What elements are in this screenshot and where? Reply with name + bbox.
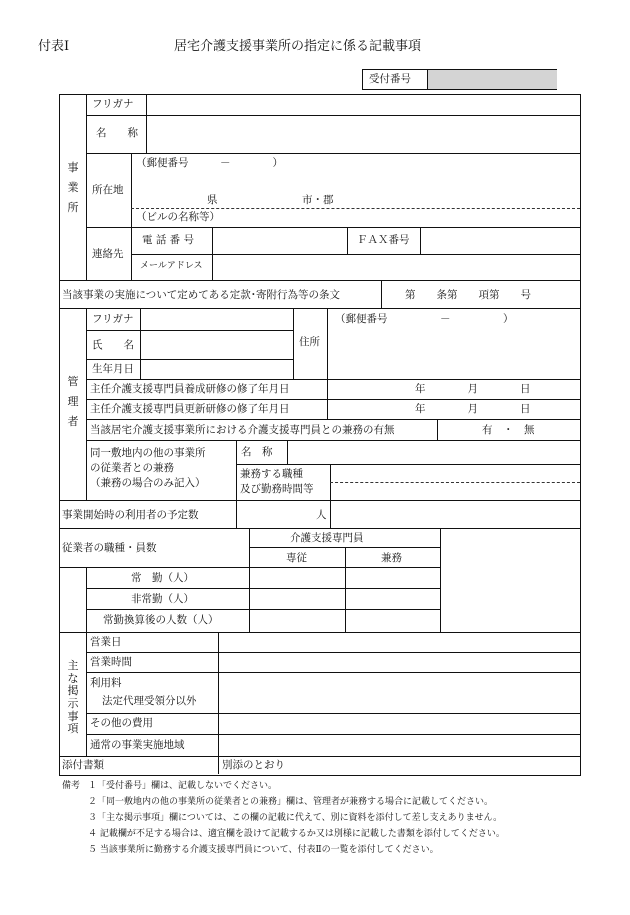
planned-users-input[interactable]	[238, 502, 318, 527]
note-4: ４ 記載欄が不足する場合は、適宜欄を設けて記載するか又は別様に記載した書類を添付してください。	[88, 829, 505, 839]
office-name-label: 名 称	[96, 127, 138, 139]
training-renewal-label: 主任介護支援専門員更新研修の修了年月日	[90, 403, 290, 415]
office-email-label: メールアドレス	[140, 261, 203, 271]
office-city: 市・郡	[302, 194, 334, 206]
note-2: ２「同一敷地内の他の事業所の従業者との兼務」欄は、管理者が兼務する場合に記載してください。	[88, 797, 494, 807]
office-address-label: 所在地	[92, 184, 124, 196]
notes-label: 備考	[62, 781, 81, 791]
office-contact-label: 連絡先	[92, 248, 124, 260]
manager-furigana-input[interactable]	[142, 310, 292, 329]
office-fax-label: ＦＡＸ番号	[357, 234, 410, 246]
office-tel-label: 電 話 番 号	[142, 234, 195, 246]
postings-days-label: 営業日	[90, 636, 122, 648]
articles-value: 第 条第 項第 号	[405, 289, 531, 301]
postings-days-input[interactable]	[220, 634, 578, 651]
other-office-concurrent-label: 同一敷地内の他の事業所 の従業者との兼務 （兼務の場合のみ記入）	[90, 447, 206, 490]
other-office-role-label: 兼務する職種 及び勤務時間等	[240, 468, 314, 496]
training-completion-label: 主任介護支援専門員養成研修の修了年月日	[90, 383, 290, 395]
staff-input-fulltime-full[interactable]	[251, 569, 343, 587]
postings-area-label: 通常の事業実施地域	[90, 739, 185, 751]
planned-users-unit: 人	[316, 509, 327, 521]
concurrent-duty-question: 当該居宅介護支援事業所における介護支援専門員との兼務の有無	[90, 424, 395, 436]
office-furigana-input[interactable]	[148, 96, 578, 114]
postings-fees-label: 利用料	[90, 677, 122, 689]
other-office-name-label: 名 称	[241, 446, 273, 458]
office-furigana-label: フリガナ	[92, 98, 134, 110]
postings-hours-label: 営業時間	[90, 656, 132, 668]
manager-name-input[interactable]	[142, 332, 292, 358]
articles-label: 当該事業の実施について定めてある定款･寄附行為等の条文	[62, 289, 341, 301]
office-email-input[interactable]	[214, 256, 578, 279]
manager-birth-input[interactable]	[142, 361, 292, 378]
staff-input-fulltime-concurrent[interactable]	[347, 569, 439, 587]
postings-fees-sub-label: 法定代理受領分以外	[102, 695, 197, 707]
note-5: ５ 当該事業所に勤務する介護支援専門員について、付表Ⅱの一覧を添付してください。	[88, 845, 439, 855]
manager-section-label: 管理者	[67, 375, 79, 428]
appendix-label: 付表Ⅰ	[38, 39, 70, 54]
postings-other-costs-label: その他の費用	[90, 717, 153, 729]
office-fax-input[interactable]	[422, 229, 578, 253]
attachments-label: 添付書類	[62, 759, 104, 771]
receipt-label: 受付番号	[369, 73, 411, 85]
staff-label: 従業者の職種・員数	[62, 542, 157, 554]
training-completion-date: 年 月 日	[415, 383, 531, 395]
attachments-value: 別添のとおり	[222, 759, 285, 771]
note-1: １「受付番号」欄は、記載しないでください。	[88, 781, 278, 791]
postings-section-label: 主な掲示事項	[67, 659, 79, 736]
office-section-label: 事業所	[67, 161, 79, 214]
manager-postal-code: （郵便番号 － ）	[335, 313, 514, 325]
manager-address-label: 住所	[299, 336, 320, 348]
note-3: ３「主な掲示事項」欄については、この欄の記載に代えて、別に資料を添付して差し支えありません。	[88, 813, 503, 823]
planned-users-label: 事業開始時の利用者の予定数	[62, 509, 199, 521]
manager-birth-label: 生年月日	[92, 363, 134, 375]
concurrent-duty-yes-no[interactable]: 有 ・ 無	[482, 424, 535, 436]
staff-row-fulltime: 常 勤（人）	[131, 572, 194, 584]
office-prefecture: 県	[207, 194, 218, 206]
office-building-label: （ビルの名称等）	[136, 211, 220, 223]
concurrent-header: 兼務	[381, 552, 402, 564]
training-renewal-date: 年 月 日	[415, 403, 531, 415]
manager-furigana-label: フリガナ	[92, 313, 134, 325]
office-name-input[interactable]	[148, 117, 578, 152]
office-postal-code: （郵便番号 － ）	[136, 157, 283, 169]
staff-row-converted: 常勤換算後の人数（人）	[103, 614, 219, 626]
manager-name-label: 氏 名	[92, 339, 134, 351]
office-tel-input[interactable]	[214, 229, 346, 253]
full-time-header: 専従	[286, 552, 307, 564]
staff-row-parttime: 非常勤（人）	[131, 593, 194, 605]
form-title: 居宅介護支援事業所の指定に係る記載事項	[174, 39, 422, 54]
care-manager-header: 介護支援専門員	[290, 532, 364, 544]
other-office-name-input[interactable]	[289, 442, 578, 463]
